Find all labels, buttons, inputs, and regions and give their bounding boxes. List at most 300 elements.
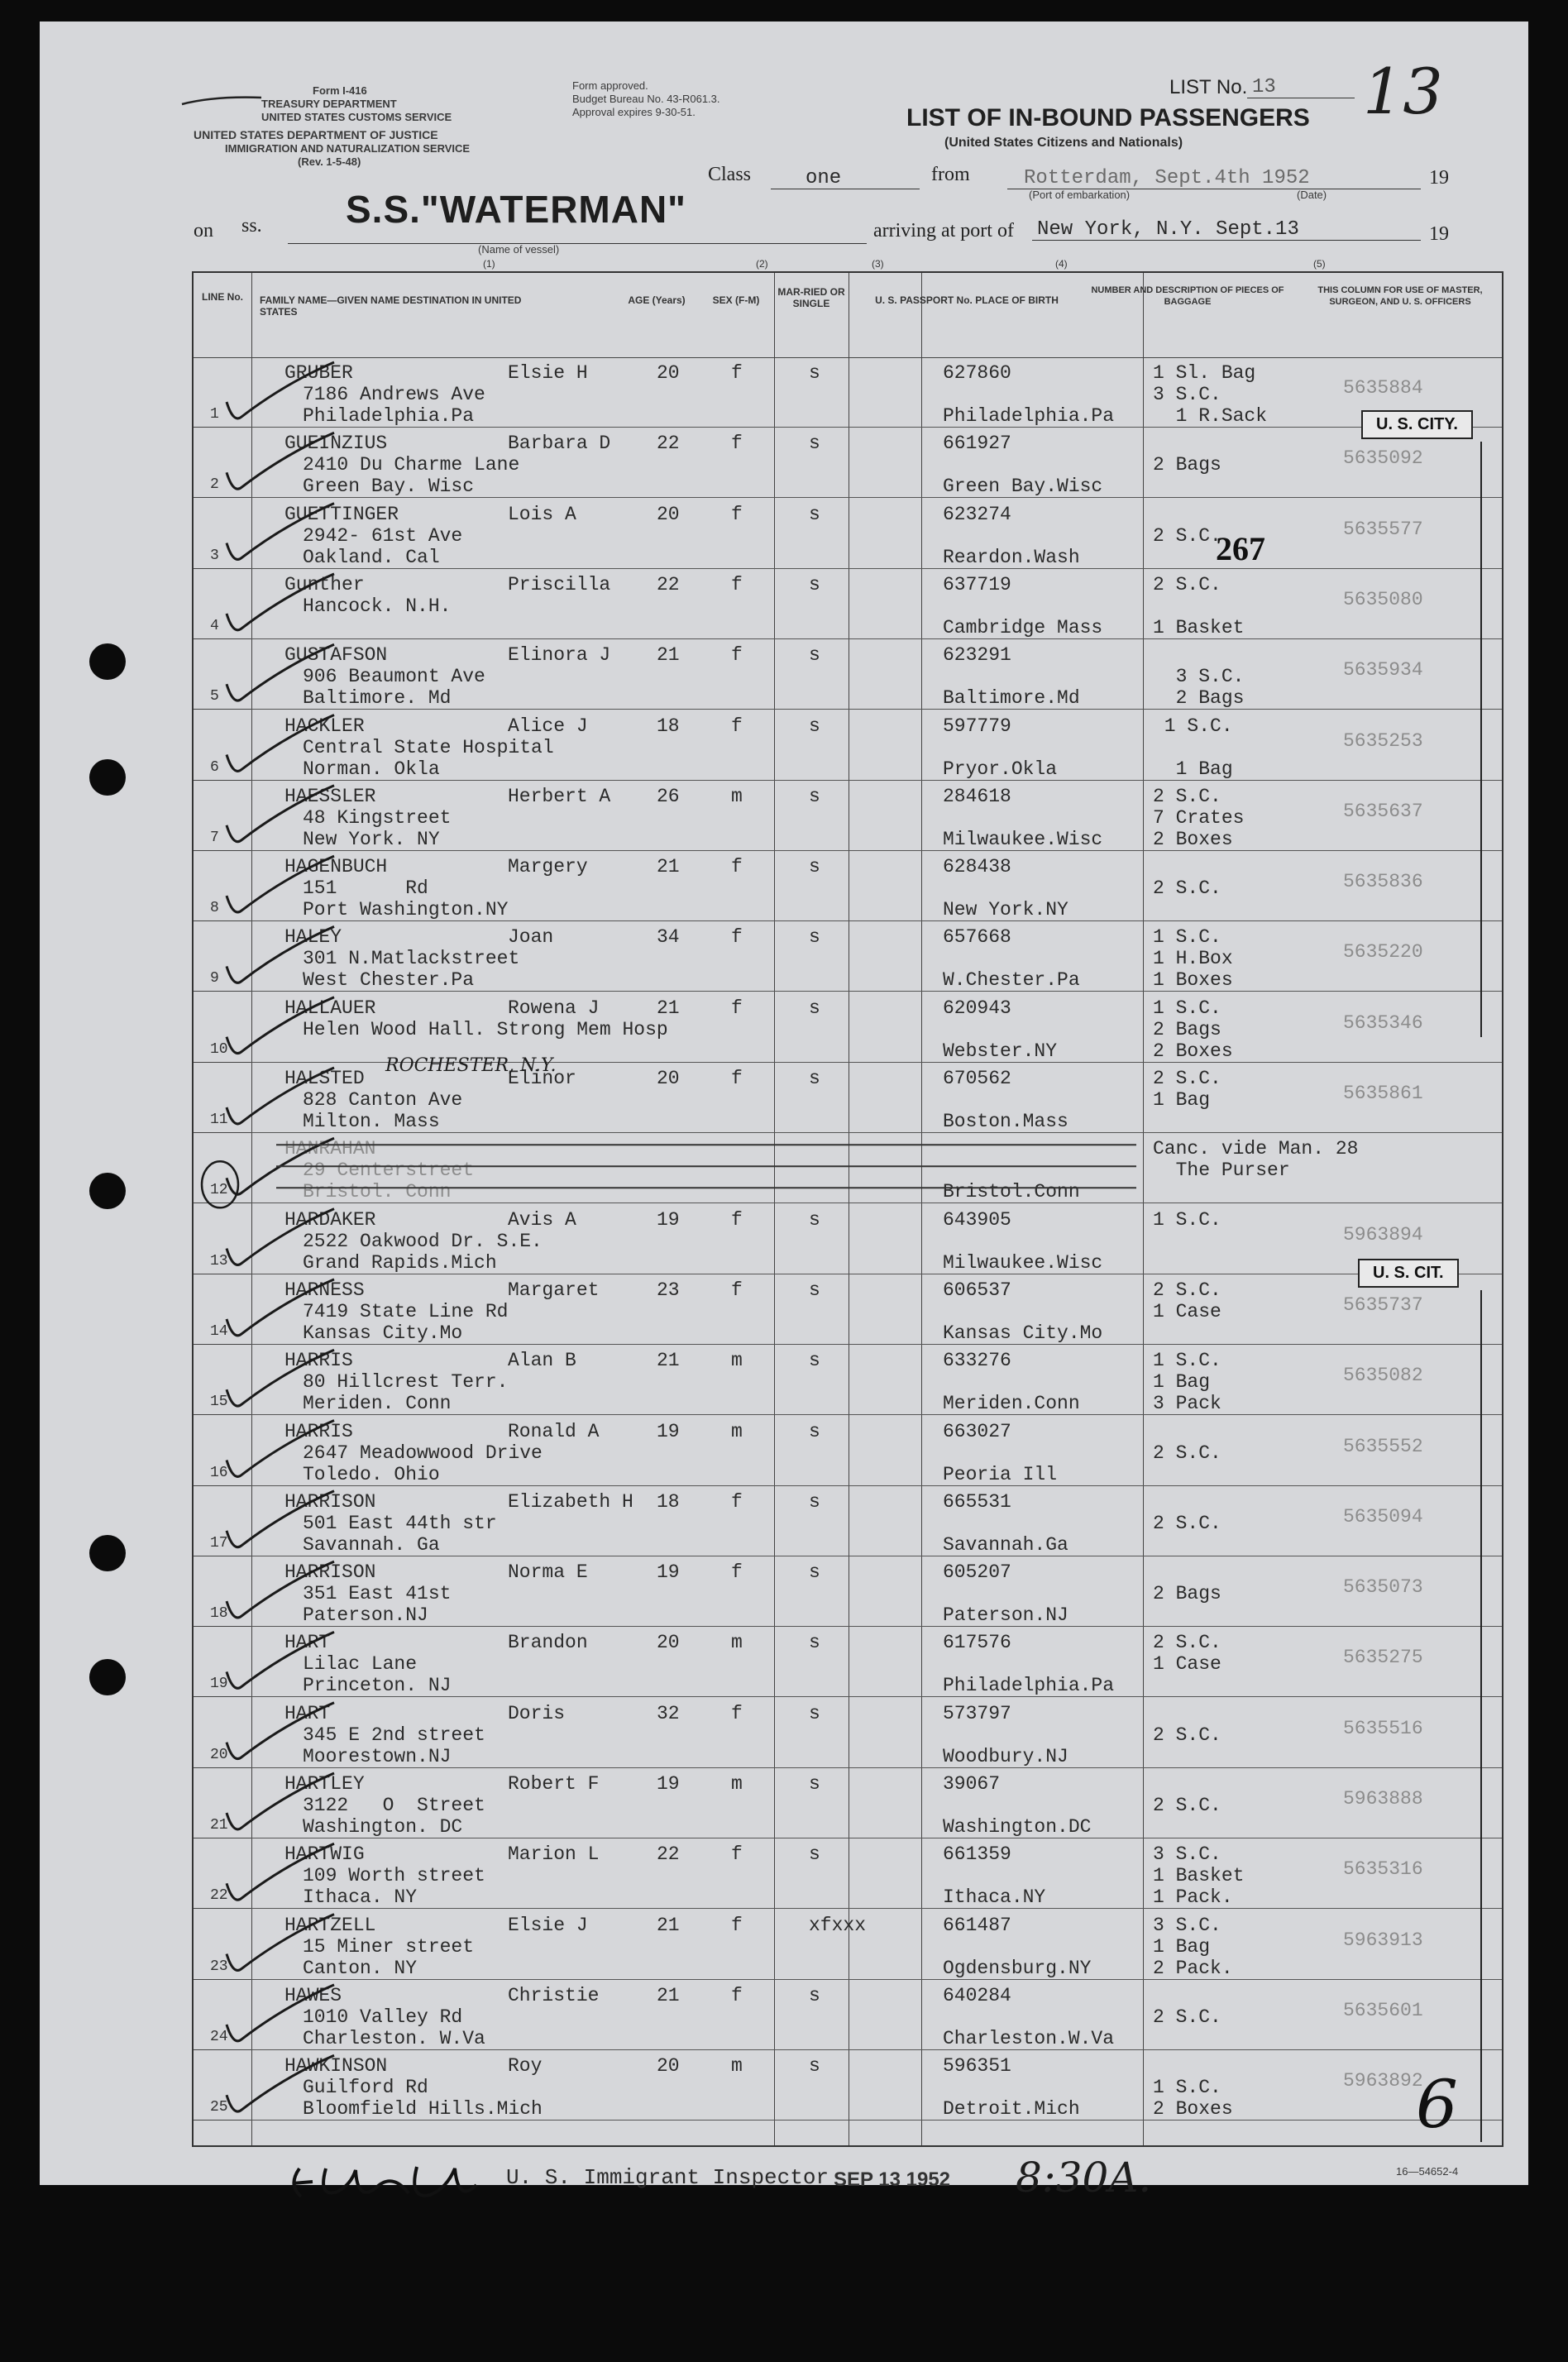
sex: f: [731, 1984, 743, 2006]
baggage-1: 3 S.C.: [1153, 1914, 1221, 1936]
official-number: 5635516: [1343, 1717, 1423, 1739]
form-approved: Form approved.: [572, 79, 648, 92]
manifest-sheet: [40, 22, 1528, 2202]
line-number: 21: [210, 1817, 228, 1834]
family-name: HARRIS: [284, 1420, 353, 1442]
official-number: 5635073: [1343, 1576, 1423, 1599]
line-number: 20: [210, 1746, 228, 1763]
baggage-2: 1 Bag: [1153, 1089, 1211, 1111]
address-line-2: Port Washington.NY: [303, 899, 509, 921]
check-mark: [227, 1561, 334, 1618]
th-line-no: LINE No.: [202, 291, 243, 303]
line-number: 18: [210, 1605, 228, 1623]
marital-status: s: [809, 1068, 820, 1089]
given-name: Rowena J: [508, 997, 600, 1019]
age: 26: [657, 785, 680, 807]
age: 19: [657, 1561, 680, 1584]
official-number: 5635737: [1343, 1293, 1423, 1316]
official-number: 5635316: [1343, 1858, 1423, 1881]
age: 21: [657, 997, 680, 1019]
vessel-line: [288, 243, 867, 244]
address-line-1: 2647 Meadowwood Drive: [303, 1442, 543, 1464]
address-line-2: Green Bay. Wisc: [303, 476, 475, 498]
address-line-1: Central State Hospital: [303, 736, 554, 758]
baggage-1: 2 S.C.: [1153, 573, 1221, 595]
family-name: GUETTINGER: [284, 503, 399, 525]
place-of-birth: Webster.NY: [943, 1040, 1058, 1062]
address-line-2: Washington. DC: [303, 1816, 463, 1838]
port-embarkation-label: (Port of embarkation): [1029, 189, 1131, 201]
place-of-birth: Philadelphia.Pa: [943, 1675, 1115, 1697]
baggage-2: 1 Basket: [1153, 1865, 1245, 1887]
line-number: 13: [210, 1252, 228, 1269]
check-mark: [227, 1068, 334, 1124]
check-mark: [227, 856, 334, 912]
check-mark: [227, 504, 334, 560]
address-line-2: Grand Rapids.Mich: [303, 1251, 497, 1274]
footer-form-number: 16—54652-4: [1396, 2165, 1459, 2178]
address-line-1: 906 Beaumont Ave: [303, 666, 485, 688]
sex: m: [731, 1420, 743, 1442]
line-number: 8: [210, 900, 219, 917]
place-of-birth: Savannah.Ga: [943, 1533, 1068, 1556]
official-number: 5963894: [1343, 1223, 1423, 1246]
baggage-1: 2 S.C.: [1153, 1632, 1221, 1654]
sex: m: [731, 785, 743, 807]
age: 21: [657, 1350, 680, 1372]
baggage-2: 2 S.C.: [1153, 1795, 1221, 1816]
page-handwritten-number: 6: [1416, 2066, 1458, 2143]
given-name: Norma E: [508, 1561, 588, 1584]
age: 20: [657, 1632, 680, 1654]
official-number: 5635092: [1343, 447, 1423, 470]
passport-number: 605207: [943, 1561, 1011, 1584]
address-line-1: 1010 Valley Rd: [303, 2006, 463, 2028]
form-number: Form I-416: [313, 84, 367, 97]
age: 20: [657, 1068, 680, 1089]
place-of-birth: Green Bay.Wisc: [943, 476, 1103, 498]
address-line-1: 80 Hillcrest Terr.: [303, 1371, 509, 1394]
marital-status: xfxxx: [809, 1914, 867, 1936]
baggage-2: 7 Crates: [1153, 806, 1245, 829]
stamp-bracket-2: [1480, 1290, 1482, 2142]
marital-status: s: [809, 1350, 820, 1372]
given-name: Marion L: [508, 1843, 600, 1866]
baggage-3: 2 Pack.: [1153, 1957, 1233, 1979]
place-of-birth: Pryor.Okla: [943, 758, 1058, 780]
address-line-1: 828 Canton Ave: [303, 1089, 463, 1111]
family-name: HALLAUER: [284, 997, 376, 1019]
check-mark: [227, 433, 334, 489]
age: 20: [657, 2055, 680, 2078]
passport-number: 596351: [943, 2055, 1011, 2078]
passport-number: 657668: [943, 926, 1011, 949]
sex: f: [731, 1561, 743, 1584]
budget-bureau: Budget Bureau No. 43-R061.3.: [572, 93, 720, 105]
sex: f: [731, 644, 743, 667]
baggage-1: Canc. vide Man. 28: [1153, 1138, 1359, 1160]
address-line-1: 109 Worth street: [303, 1865, 485, 1887]
class-label: Class: [708, 164, 752, 185]
baggage-2: 1 Case: [1153, 1653, 1221, 1676]
family-name: HARTZELL: [284, 1914, 376, 1936]
given-name: Joan: [508, 926, 554, 949]
line-number: 2: [210, 476, 219, 494]
check-mark: [227, 574, 334, 630]
given-name: Robert F: [508, 1773, 600, 1795]
on-label: on: [194, 220, 213, 241]
th-officers: THIS COLUMN FOR USE OF MASTER, SURGEON, AND U. S. OFFICERS: [1317, 285, 1483, 307]
marital-status: s: [809, 1843, 820, 1866]
check-mark: [227, 1985, 334, 2041]
col-num-5: (5): [1313, 258, 1326, 270]
th-name: FAMILY NAME—GIVEN NAME DESTINATION IN UNITED STATES: [260, 294, 522, 318]
passport-number: 665531: [943, 1490, 1011, 1513]
family-name: HARNESS: [284, 1279, 365, 1301]
official-number: 5635094: [1343, 1505, 1423, 1528]
line-number: 4: [210, 617, 219, 634]
check-mark: [227, 1703, 334, 1759]
sex: f: [731, 715, 743, 737]
check-mark: [227, 362, 334, 418]
family-name: HANRAHAN: [284, 1138, 376, 1160]
age: 19: [657, 1420, 680, 1442]
address-line-2: Savannah. Ga: [303, 1533, 440, 1556]
inspector-signature: [284, 2152, 483, 2210]
age: 21: [657, 644, 680, 667]
marital-status: s: [809, 2055, 820, 2078]
age: 18: [657, 715, 680, 737]
official-number: 5635836: [1343, 871, 1423, 893]
address-line-2: Bloomfield Hills.Mich: [303, 2098, 543, 2121]
check-mark: [227, 997, 334, 1054]
baggage-2: 1 S.C.: [1153, 2077, 1221, 2099]
address-line-2: Baltimore. Md: [303, 687, 452, 710]
sex: f: [731, 1843, 743, 1866]
address-line-1: 301 N.Matlackstreet: [303, 948, 520, 970]
marital-status: s: [809, 1420, 820, 1442]
punch-hole: [89, 1173, 126, 1209]
passport-number: 39067: [943, 1773, 1001, 1795]
address-line-1: 2410 Du Charme Lane: [303, 454, 520, 476]
address-line-2: Philadelphia.Pa: [303, 405, 475, 427]
place-of-birth: Peoria Ill: [943, 1463, 1058, 1485]
stamp-bracket: [1480, 442, 1482, 1037]
marital-status: s: [809, 1632, 820, 1654]
marital-status: s: [809, 926, 820, 949]
check-mark: [227, 2055, 334, 2111]
line-number: 17: [210, 1534, 228, 1552]
family-name: HARRIS: [284, 1350, 353, 1372]
check-mark: [227, 1279, 334, 1336]
age: 22: [657, 433, 680, 455]
place-of-birth: Woodbury.NJ: [943, 1745, 1068, 1767]
address-line-2: Norman. Okla: [303, 758, 440, 780]
from-label: from: [931, 164, 970, 185]
given-name: Roy: [508, 2055, 543, 2078]
baggage-2: 2 Bags: [1153, 1018, 1221, 1040]
line-number: 15: [210, 1394, 228, 1411]
place-of-birth: Bristol.Conn: [943, 1181, 1080, 1203]
marital-status: s: [809, 785, 820, 807]
line-number: 22: [210, 1887, 228, 1905]
marital-status: s: [809, 715, 820, 737]
sex: f: [731, 997, 743, 1019]
check-marks: [194, 273, 1502, 2145]
passport-number: 670562: [943, 1068, 1011, 1089]
official-number: 5635253: [1343, 729, 1423, 752]
list-no-handwritten: 13: [1363, 55, 1443, 128]
given-name: Alice J: [508, 715, 588, 737]
th-age: AGE (Years): [628, 294, 686, 306]
family-name: HARTWIG: [284, 1843, 365, 1866]
place-of-birth: Philadelphia.Pa: [943, 405, 1115, 427]
age: 20: [657, 362, 680, 384]
sex: f: [731, 926, 743, 949]
address-line-1: 48 Kingstreet: [303, 806, 452, 829]
treasury-dept: TREASURY DEPARTMENT: [261, 98, 397, 110]
inspection-time: 8:30A.: [1016, 2154, 1152, 2202]
passport-number: 623291: [943, 644, 1011, 667]
place-of-birth: Kansas City.Mo: [943, 1322, 1103, 1344]
given-name: Elinor: [508, 1068, 576, 1089]
official-number: 5635220: [1343, 941, 1423, 963]
address-line-2: Meriden. Conn: [303, 1393, 452, 1415]
given-name: Barbara D: [508, 433, 611, 455]
year-label-2: 19: [1429, 223, 1449, 245]
family-name: Gunther: [284, 573, 365, 595]
passport-number: 627860: [943, 362, 1011, 384]
line-number: 11: [210, 1112, 228, 1128]
official-number: 5635637: [1343, 800, 1423, 822]
marital-status: s: [809, 1702, 820, 1724]
age: 21: [657, 856, 680, 878]
address-line-1: 351 East 41st: [303, 1583, 452, 1605]
family-name: HARTLEY: [284, 1773, 365, 1795]
passport-number: 661927: [943, 433, 1011, 455]
baggage-1: 2 S.C.: [1153, 1068, 1221, 1089]
place-of-birth: Paterson.NJ: [943, 1604, 1068, 1627]
address-line-1: 7419 State Line Rd: [303, 1300, 509, 1322]
age: 19: [657, 1773, 680, 1795]
baggage-2: 1 H.Box: [1153, 948, 1233, 970]
sex: f: [731, 433, 743, 455]
official-number: 5635080: [1343, 588, 1423, 610]
family-name: GRUBER: [284, 362, 353, 384]
address-line-2: New York. NY: [303, 828, 440, 850]
official-number: 5963892: [1343, 2070, 1423, 2092]
address-line-1: Guilford Rd: [303, 2077, 428, 2099]
col-num-2: (2): [756, 258, 768, 270]
given-name: Christie: [508, 1984, 600, 2006]
age: 20: [657, 503, 680, 525]
baggage-1: 1 S.C.: [1153, 997, 1221, 1019]
sex: f: [731, 503, 743, 525]
arrival-line: [1032, 240, 1421, 241]
sex: m: [731, 1350, 743, 1372]
address-line-2: West Chester.Pa: [303, 969, 475, 992]
marital-status: s: [809, 1490, 820, 1513]
age: 21: [657, 1914, 680, 1936]
address-line-1: 151 Rd: [303, 877, 428, 900]
baggage-2: 2 S.C.: [1153, 1512, 1221, 1534]
address-line-2: Kansas City.Mo: [303, 1322, 463, 1344]
baggage-2: 1 Bag: [1153, 1371, 1211, 1394]
th-sex: SEX (F-M): [712, 294, 760, 306]
line-number: 6: [210, 758, 219, 776]
address-line-1: 15 Miner street: [303, 1935, 475, 1958]
marital-status: s: [809, 1208, 820, 1231]
baggage-2: 3 S.C.: [1153, 384, 1221, 405]
check-mark: [227, 1209, 334, 1265]
check-mark: [227, 926, 334, 983]
check-mark: [227, 715, 334, 772]
sex: m: [731, 2055, 743, 2078]
baggage-1: 2 S.C.: [1153, 1279, 1221, 1301]
sex: f: [731, 1914, 743, 1936]
baggage-3: 2 Bags: [1153, 687, 1245, 710]
inspector-label: U. S. Immigrant Inspector: [506, 2165, 829, 2190]
passport-number: 663027: [943, 1420, 1011, 1442]
given-name: Avis A: [508, 1208, 576, 1231]
line-number: 16: [210, 1464, 228, 1481]
passport-number: 640284: [943, 1984, 1011, 2006]
place-of-birth: Reardon.Wash: [943, 546, 1080, 568]
arriving-label: arriving at port of: [873, 220, 1014, 241]
place-of-birth: Boston.Mass: [943, 1111, 1068, 1132]
given-name: Herbert A: [508, 785, 611, 807]
given-name: Elinora J: [508, 644, 611, 667]
vessel-name: S.S."WATERMAN": [346, 188, 686, 231]
us-citizen-stamp-2: U. S. CIT.: [1358, 1259, 1459, 1288]
sex: f: [731, 1490, 743, 1513]
official-number: 5635082: [1343, 1365, 1423, 1387]
age: 22: [657, 1843, 680, 1866]
given-name: Elsie H: [508, 362, 588, 384]
place-of-birth: Baltimore.Md: [943, 687, 1080, 710]
sex: f: [731, 362, 743, 384]
official-number: 5963888: [1343, 1788, 1423, 1810]
given-name: Brandon: [508, 1632, 588, 1654]
col-num-1: (1): [483, 258, 495, 270]
marital-status: s: [809, 856, 820, 878]
line-circle: [202, 1161, 238, 1207]
family-name: HARDAKER: [284, 1208, 376, 1231]
sex: m: [731, 1773, 743, 1795]
ss-label: ss.: [241, 215, 262, 237]
place-of-birth: Cambridge Mass: [943, 616, 1103, 638]
marital-status: s: [809, 433, 820, 455]
address-line-2: Paterson.NJ: [303, 1604, 428, 1627]
given-name: Elsie J: [508, 1914, 588, 1936]
arrival-port: New York, N.Y. Sept.13: [1037, 218, 1299, 241]
baggage-1: 3 S.C.: [1153, 1843, 1221, 1866]
given-name: Margaret: [508, 1279, 600, 1301]
given-name: Doris: [508, 1702, 566, 1724]
punch-hole: [89, 1659, 126, 1695]
family-name: GUEINZIUS: [284, 433, 388, 455]
passport-number: 661359: [943, 1843, 1011, 1866]
approval-expires: Approval expires 9-30-51.: [572, 106, 696, 118]
marital-status: s: [809, 503, 820, 525]
passport-number: 617576: [943, 1632, 1011, 1654]
marital-status: s: [809, 1561, 820, 1584]
col-num-4: (4): [1055, 258, 1068, 270]
official-number: 5635346: [1343, 1011, 1423, 1034]
passport-number: 597779: [943, 715, 1011, 737]
given-name: Lois A: [508, 503, 576, 525]
baggage-2: 2 S.C.: [1153, 2006, 1221, 2028]
baggage-2: 1 Bag: [1153, 1935, 1211, 1958]
baggage-3: 2 Boxes: [1153, 1040, 1233, 1062]
vessel-name-label: (Name of vessel): [478, 243, 560, 256]
line-number: 10: [210, 1040, 228, 1058]
form-revision: (Rev. 1-5-48): [298, 155, 361, 168]
customs-service: UNITED STATES CUSTOMS SERVICE: [261, 111, 452, 123]
baggage-1: 1 S.C.: [1153, 715, 1233, 737]
sex: f: [731, 1208, 743, 1231]
address-line-2: Moorestown.NJ: [303, 1745, 452, 1767]
baggage-3: 1 Bag: [1153, 758, 1233, 780]
passport-number: 628438: [943, 856, 1011, 878]
family-name: GUSTAFSON: [284, 644, 388, 667]
passport-number: 633276: [943, 1350, 1011, 1372]
list-no-value: 13: [1252, 76, 1276, 98]
page-title: LIST OF IN-BOUND PASSENGERS: [906, 104, 1310, 131]
check-mark: [227, 644, 334, 700]
address-line-2: Milton. Mass: [303, 1111, 440, 1132]
given-name: Alan B: [508, 1350, 576, 1372]
age: 23: [657, 1279, 680, 1301]
given-name: Elizabeth H: [508, 1490, 633, 1513]
ins-service: IMMIGRATION AND NATURALIZATION SERVICE: [225, 142, 471, 155]
sex: f: [731, 1279, 743, 1301]
address-line-2: Charleston. W.Va: [303, 2027, 485, 2049]
class-value: one: [806, 167, 842, 189]
place-of-birth: W.Chester.Pa: [943, 969, 1080, 992]
passport-number: 284618: [943, 785, 1011, 807]
baggage-2: 3 S.C.: [1153, 666, 1245, 688]
th-baggage: NUMBER AND DESCRIPTION OF PIECES OF BAGGAGE: [1091, 285, 1284, 307]
age: 32: [657, 1702, 680, 1724]
line-number: 24: [210, 2028, 228, 2045]
line-number: 12: [210, 1182, 228, 1199]
row10-handwritten-city: ROCHESTER, N.Y.: [385, 1055, 557, 1076]
check-mark: [227, 1773, 334, 1829]
address-line-1: 2942- 61st Ave: [303, 524, 463, 547]
address-line-1: 2522 Oakwood Dr. S.E.: [303, 1230, 543, 1252]
baggage-2: 2 S.C.: [1153, 877, 1221, 900]
marital-status: s: [809, 997, 820, 1019]
baggage-3: 2 Boxes: [1153, 2098, 1233, 2121]
baggage-1: 1 Sl. Bag: [1153, 362, 1256, 384]
sex: f: [731, 1068, 743, 1089]
passport-number: 620943: [943, 997, 1011, 1019]
marital-status: s: [809, 1984, 820, 2006]
col-num-3: (3): [872, 258, 884, 270]
family-name: HAWES: [284, 1984, 342, 2006]
age: 34: [657, 926, 680, 949]
official-number: 5635275: [1343, 1647, 1423, 1669]
passport-number: 661487: [943, 1914, 1011, 1936]
family-name: HART: [284, 1702, 331, 1724]
line-number: 23: [210, 1958, 228, 1975]
address-line-2: Bristol. Conn: [303, 1181, 452, 1203]
place-of-birth: Ogdensburg.NY: [943, 1957, 1092, 1979]
address-line-1: 3122 O Street: [303, 1795, 485, 1816]
baggage-3: 2 Boxes: [1153, 828, 1233, 850]
baggage-2: 2 S.C.: [1153, 1442, 1221, 1464]
